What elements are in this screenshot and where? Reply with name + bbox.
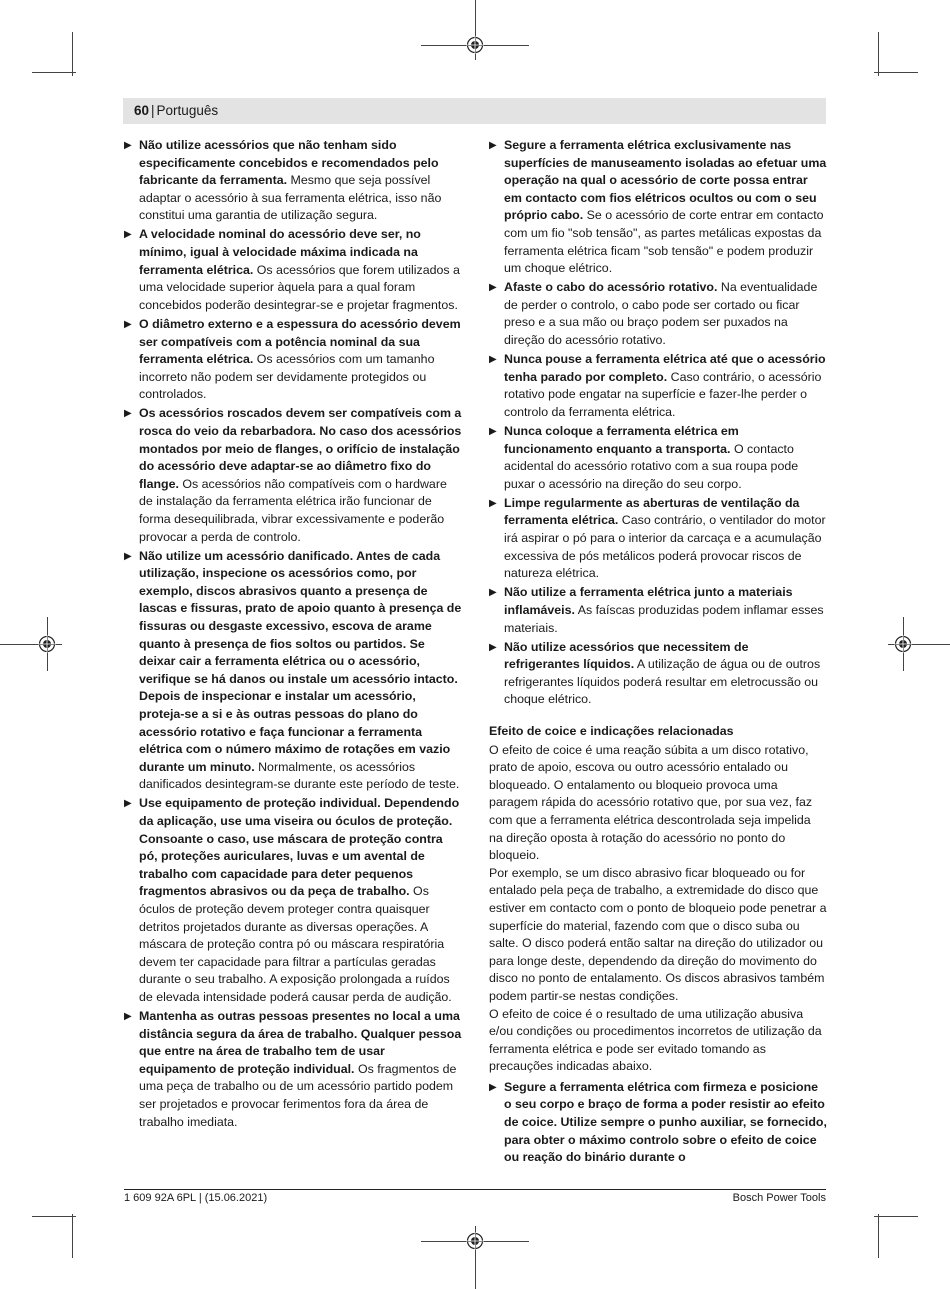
safety-item-text: Os acessórios não compatíveis com o hardware de instalação da ferramenta elétrica irão funcionar de forma desequilibrada, vibrar excessivamente e poderão provocar a perda de controlo. <box>139 476 447 544</box>
safety-item-bold: Os acessórios roscados devem ser compatíveis com a rosca do veio da rebarbadora. No caso dos acessórios montados por meio de flanges, o orifício de instalação do acessório deve adaptar-se ao diâmetro fixo do flange. <box>139 406 462 491</box>
bullet-triangle-icon: ▶ <box>489 1081 497 1093</box>
bullet-triangle-icon: ▶ <box>124 318 132 330</box>
bullet-triangle-icon: ▶ <box>489 140 497 151</box>
registration-mark-top-icon <box>466 36 484 54</box>
safety-item-text: Normalmente, os acessórios danificados desintegram-se durante este período de teste. <box>139 759 460 792</box>
section-paragraph: Por exemplo, se um disco abrasivo ficar bloqueado ou for entalado pela peça de trabalho, a extremidade do disco que estiver em contacto com o ponto de bloqueio pode penetrar a superfície do material, fazendo com que o disco suba ou salte. O disco poderá então saltar na direção do utilizador ou para longe deste, dependendo da direção do movimento do disco no ponto de entalamento. Os discos abrasivos também podem partir-se nestas condições. <box>489 865 827 1003</box>
bullet-triangle-icon: ▶ <box>489 426 497 437</box>
safety-item-bold: Nunca coloque a ferramenta elétrica em funcionamento enquanto a transporta. <box>504 424 739 456</box>
header-language: Português <box>156 103 219 118</box>
safety-item-text: As faíscas produzidas podem inflamar esses materiais. <box>504 602 824 635</box>
safety-item-bold: Não utilize um acessório danificado. Antes de cada utilização, inspecione os acessórios como, por exemplo, discos abrasivos quanto a presença de lascas e fissuras, prato de apoio quanto à presença de fissuras ou desgaste excessivo, escova de arame quanto à presença de fios soltos ou partidos. Se deixar cair a ferramenta elétrica ou o acessório, verifique se há danos ou instale um acessório intacto. Depois de inspecionar e instalar um acessório, proteja-se a si e às outras pessoas do plano do acessório rotativo e faça funcionar a ferramenta elétrica com o número máximo de rotações em vazio durante um minuto. <box>139 548 462 774</box>
safety-item-bold: Não utilize acessórios que necessitem de refrigerantes líquidos. <box>504 639 749 672</box>
safety-item-bold: Mantenha as outras pessoas presentes no local a uma distância segura da área de trabalho. Qualquer pessoa que entre na área de trabalho tem de usar equipamento de proteção individual. <box>139 1009 462 1076</box>
crop-mark-top-right-h <box>874 72 918 73</box>
safety-item-text: Caso contrário, o ventilador do motor irá aspirar o pó para o interior da carcaça e a acumulação excessiva de pós metálicos poderá provocar riscos de natureza elétrica. <box>504 513 826 581</box>
safety-item <box>124 137 462 225</box>
bullet-triangle-icon: ▶ <box>124 408 132 420</box>
crop-mark-top-right-v <box>878 32 879 76</box>
safety-item-text: Os acessórios que forem utilizados a uma velocidade superior àquela para a qual foram concebidos poderão desintegrar-se e projetar fragmentos. <box>139 262 460 312</box>
safety-item-text: Mesmo que seja possível adaptar o acessório à sua ferramenta elétrica, isso não constitui uma garantia de utilização segura. <box>139 173 442 223</box>
bullet-triangle-icon: ▶ <box>489 641 497 653</box>
footer-brand: Bosch Power Tools <box>732 1192 826 1204</box>
safety-item-text: Os óculos de proteção devem proteger contra quaisquer detritos projetados durante as diversas operações. A máscara de proteção contra pó ou máscara respiratória devem ter capacidade para filtrar a partículas geradas durante o seu trabalho. A exposição prolongada a ruídos de elevada intensidade poderá causar perda de audição. <box>139 884 452 1004</box>
crop-mark-top-left-v <box>72 32 73 76</box>
safety-item <box>124 795 462 1006</box>
right-column <box>489 137 827 1168</box>
safety-item <box>489 1079 827 1167</box>
safety-item <box>489 423 827 493</box>
crop-mark-bottom-left-h <box>32 1216 76 1217</box>
registration-mark-bottom-icon <box>466 1232 484 1250</box>
safety-item <box>124 405 462 546</box>
crop-mark-bottom-right-h <box>874 1216 918 1217</box>
safety-item-text: Se o acessório de corte entrar em contacto com um fio "sob tensão", as partes metálicas expostas da ferramenta elétrica ficam "sob tensão" e podem produzir um choque elétrico. <box>504 208 824 276</box>
safety-item-text: O contacto acidental do acessório rotativo com a sua roupa pode puxar o acessório na direção do seu corpo. <box>504 441 799 491</box>
safety-item-bold: Use equipamento de proteção individual. Dependendo da aplicação, use uma viseira ou óculos de proteção. Consoante o caso, use máscara de proteção contra pó, proteções auriculares, luvas e um avental de trabalho com capacidade para deter pequenos fragmentos abrasivos ou da peça de trabalho. <box>139 796 460 899</box>
section-paragraph: O efeito de coice é o resultado de uma utilização abusiva e/ou condições ou procedimentos incorretos de utilização da ferramenta elétrica e pode ser evitado tomando as precauções indicadas abaixo. <box>489 1006 822 1074</box>
footer-document-id: 1 609 92A 6PL | (15.06.2021) <box>124 1192 268 1204</box>
safety-item <box>124 548 462 794</box>
bullet-triangle-icon: ▶ <box>124 798 132 810</box>
safety-item <box>124 226 462 314</box>
section-paragraph: O efeito de coice é uma reação súbita a um disco rotativo, prato de apoio, escova ou outro acessório entalado ou bloqueado. O entalamento ou bloqueio provoca uma paragem rápida do acessório rotativo que, por sua vez, faz com que a ferramenta elétrica descontrolada seja impelida na direção oposta à rotação do acessório no ponto do bloqueio. <box>489 742 813 863</box>
safety-item-bold: Limpe regularmente as aberturas de ventilação da ferramenta elétrica. <box>504 495 800 528</box>
bullet-triangle-icon: ▶ <box>489 497 497 509</box>
safety-item-bold: Nunca pouse a ferramenta elétrica até que o acessório tenha parado por completo. <box>504 352 826 384</box>
safety-item-bold: Segure a ferramenta elétrica com firmeza e posicione o seu corpo e braço de forma a poder resistir ao efeito de coice. Utilize sempre o punho auxiliar, se fornecido, para obter o máximo controlo sobre o efeito de coice ou reação do binário durante o <box>504 1079 827 1165</box>
safety-item-text: Caso contrário, o acessório rotativo pode engatar na superfície e fazer-lhe perder o controlo da ferramenta elétrica. <box>504 369 822 419</box>
safety-item <box>489 584 827 637</box>
safety-item <box>489 137 827 278</box>
bullet-triangle-icon: ▶ <box>124 140 132 151</box>
footer-divider <box>124 1189 826 1190</box>
bullet-triangle-icon: ▶ <box>124 229 132 241</box>
registration-mark-right-icon <box>894 635 912 653</box>
bullet-triangle-icon: ▶ <box>489 354 497 366</box>
safety-item <box>489 279 827 349</box>
safety-item-text: Os fragmentos de uma peça de trabalho ou de um acessório partido podem ser projetados e provocar ferimentos fora da área de trabalho imediata. <box>139 1061 457 1129</box>
safety-item <box>124 1008 462 1131</box>
safety-item <box>124 316 462 404</box>
safety-item-bold: O diâmetro externo e a espessura do acessório devem ser compatíveis com a potência nominal da sua ferramenta elétrica. <box>139 316 461 367</box>
crop-mark-top-left-h <box>32 72 76 73</box>
header-separator: | <box>151 103 155 118</box>
safety-item <box>489 495 827 583</box>
safety-item-text: Os acessórios com um tamanho incorreto não podem ser devidamente protegidos ou controlados. <box>139 352 435 402</box>
safety-item-bold: Não utilize acessórios que não tenham sido especificamente concebidos e recomendados pelo fabricante da ferramenta. <box>139 138 439 188</box>
crop-mark-bottom-left-v <box>72 1214 73 1258</box>
safety-item-text: A utilização de água ou de outros refrigerantes líquidos poderá resultar em eletrocussão ou choque elétrico. <box>504 657 821 707</box>
bullet-triangle-icon: ▶ <box>489 587 497 599</box>
safety-item-bold: A velocidade nominal do acessório deve ser, no mínimo, igual à velocidade máxima indicada na ferramenta elétrica. <box>139 227 421 277</box>
page-header <box>123 98 826 124</box>
registration-mark-left-icon <box>38 635 56 653</box>
safety-item <box>489 639 827 709</box>
page-number: 60 <box>134 103 150 118</box>
safety-item-text: Na eventualidade de perder o controlo, o cabo pode ser cortado ou ficar preso e a sua mão ou braço podem ser puxados na direção do acessório rotativo. <box>504 280 818 348</box>
safety-item-bold: Não utilize a ferramenta elétrica junto a materiais inflamáveis. <box>504 585 793 617</box>
bullet-triangle-icon: ▶ <box>124 1011 132 1023</box>
bullet-triangle-icon: ▶ <box>489 282 497 294</box>
section-heading: Efeito de coice e indicações relacionadas <box>489 724 734 738</box>
safety-item-bold: Segure a ferramenta elétrica exclusivamente nas superfícies de manuseamento isoladas ao efetuar uma operação na qual o acessório de corte possa entrar em contacto com fios elétricos ocultos ou com o seu próprio cabo. <box>504 138 827 223</box>
crop-mark-bottom-right-v <box>878 1214 879 1258</box>
left-column <box>124 137 462 1133</box>
safety-item <box>489 351 827 421</box>
bullet-triangle-icon: ▶ <box>124 550 132 562</box>
safety-item-bold: Afaste o cabo do acessório rotativo. <box>504 280 718 295</box>
